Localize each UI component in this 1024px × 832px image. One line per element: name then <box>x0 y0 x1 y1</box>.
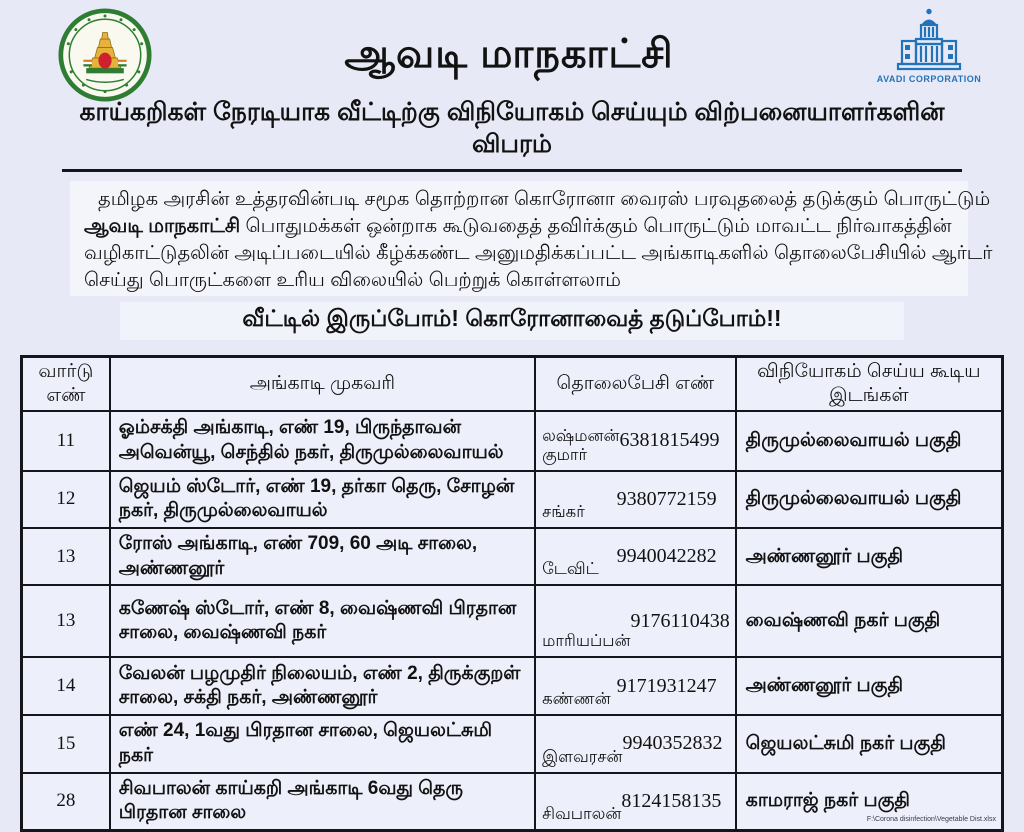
phone-number: 9171931247 <box>616 674 717 697</box>
phone-number: 6381815499 <box>619 429 720 451</box>
shop-address-cell: ரோஸ் அங்காடி, எண் 709, 60 அடி சாலை, அண்ணனூர் <box>110 528 535 585</box>
phone-cell <box>535 471 736 528</box>
table-row <box>22 715 1003 772</box>
intro-paragraph <box>70 181 993 296</box>
vendor-table-header <box>22 357 1003 411</box>
phone-cell <box>535 411 736 471</box>
vendor-table <box>20 355 1004 832</box>
ward-number-cell: 12 <box>22 471 110 528</box>
phone-cell <box>535 657 736 715</box>
phone-cell <box>535 715 736 772</box>
phone-number: 9940352832 <box>622 732 723 755</box>
table-row <box>22 471 1003 528</box>
ward-number-cell: 11 <box>22 411 110 471</box>
phone-cell <box>535 585 736 657</box>
contact-name: லஷ்மனன் குமார் <box>542 426 620 464</box>
ward-number-cell: 13 <box>22 528 110 585</box>
ward-number-cell: 15 <box>22 715 110 772</box>
ward-number-cell: 14 <box>22 657 110 715</box>
phone-cell <box>535 773 736 831</box>
source-file-path: F:\Corona disinfection\Vegetable Dist.xlsx <box>866 816 996 823</box>
avadi-corporation-building-icon <box>896 8 962 72</box>
avadi-corporation-label: AVADI CORPORATION <box>876 74 982 84</box>
shop-address-cell: கணேஷ் ஸ்டோர், எண் 8, வைஷ்ணவி பிரதான சாலை, வைஷ்ணவி நகர் <box>110 585 535 657</box>
delivery-area-cell: திருமுல்லைவாயல் பகுதி <box>736 471 1003 528</box>
table-row <box>22 585 1003 657</box>
intro-line-4: செய்து பொருட்களை உரிய விலையில் பெற்றுக் கொள்ளலாம் <box>84 269 621 291</box>
stay-home-slogan: வீட்டில் இருப்போம்! கொரோனாவைத் தடுப்போம்!! <box>120 302 904 340</box>
avadi-corporation-logo <box>864 8 994 84</box>
shop-address-cell: சிவபாலன் காய்கறி அங்காடி 6வது தெரு பிரதான சாலை <box>110 773 535 831</box>
delivery-area-cell: திருமுல்லைவாயல் பகுதி <box>736 411 1003 471</box>
delivery-area-cell: ஜெயலட்சுமி நகர் பகுதி <box>736 715 1003 772</box>
header-ward-number: வார்டு எண் <box>22 357 110 411</box>
shop-address-cell: எண் 24, 1வது பிரதான சாலை, ஜெயலட்சுமி நகர் <box>110 715 535 772</box>
header-phone-number: தொலைபேசி எண் <box>535 357 736 411</box>
notice-heading: காய்கறிகள் நேரடியாக வீட்டிற்கு விநியோகம் செய்யும் விற்பனையாளர்களின் விபரம் <box>62 98 962 172</box>
table-row <box>22 773 1003 831</box>
contact-name: சிவபாலன் <box>542 805 622 824</box>
shop-address-cell: ஜெயம் ஸ்டோர், எண் 19, தர்கா தெரு, சோழன் நகர், திருமுல்லைவாயல் <box>110 471 535 528</box>
header-delivery-areas: விநியோகம் செய்ய கூடிய இடங்கள் <box>736 357 1003 411</box>
ward-number-cell: 13 <box>22 585 110 657</box>
contact-name: மாரியப்பன் <box>542 632 631 651</box>
table-row <box>22 528 1003 585</box>
tamilnadu-government-emblem-icon <box>58 8 154 107</box>
delivery-area-cell: அண்ணனூர் பகுதி <box>736 528 1003 585</box>
shop-address-cell: ஓம்சக்தி அங்காடி, எண் 19, பிருந்தாவன் அவென்யூ, செந்தில் நகர், திருமுல்லைவாயல் <box>110 411 535 471</box>
vendor-table-container <box>20 355 1004 832</box>
vendor-table-body <box>22 411 1003 831</box>
phone-number: 9940042282 <box>616 545 717 568</box>
phone-number: 8124158135 <box>621 789 722 812</box>
intro-line-1: தமிழக அரசின் உத்தரவின்படி சமூக தொற்றான கொரோனா வைரஸ் பரவுதலைத் தடுக்கும் பொருட்டும் <box>98 188 991 210</box>
intro-line-3: வழிகாட்டுதலின் அடிப்படையில் கீழ்க்கண்ட அனுமதிக்கப்பட்ட அங்காடிகளில் தொலைபேசியில் ஆர்டர் <box>84 242 993 264</box>
contact-name: டேவிட் <box>542 560 599 579</box>
table-row <box>22 411 1003 471</box>
phone-number: 9176110438 <box>630 609 730 632</box>
delivery-area-cell: காமராஜ் நகர் பகுதி <box>736 773 1003 831</box>
header-shop-address: அங்காடி முகவரி <box>110 357 535 411</box>
phone-number: 9380772159 <box>616 487 717 510</box>
delivery-area-cell: அண்ணனூர் பகுதி <box>736 657 1003 715</box>
table-row <box>22 657 1003 715</box>
intro-line-2-rest: பொதுமக்கள் ஒன்றாக கூடுவதைத் தவிர்க்கும் பொருட்டும் மாவட்ட நிர்வாகத்தின் <box>245 215 952 237</box>
phone-cell <box>535 528 736 585</box>
intro-line-2 <box>84 213 956 240</box>
page-header <box>0 0 1024 96</box>
contact-name: சங்கர் <box>542 502 585 521</box>
delivery-area-cell: வைஷ்ணவி நகர் பகுதி <box>736 585 1003 657</box>
shop-address-cell: வேலன் பழமுதிர் நிலையம், எண் 2, திருக்குறள் சாலை, சக்தி நகர், அண்ணனூர் <box>110 657 535 715</box>
page-title: ஆவடி மாநகாட்சி <box>344 32 674 76</box>
intro-line-2-bold: ஆவடி மாநகாட்சி <box>84 215 241 237</box>
contact-name: இளவரசன் <box>542 747 623 766</box>
ward-number-cell: 28 <box>22 773 110 831</box>
contact-name: கண்ணன் <box>542 690 611 709</box>
